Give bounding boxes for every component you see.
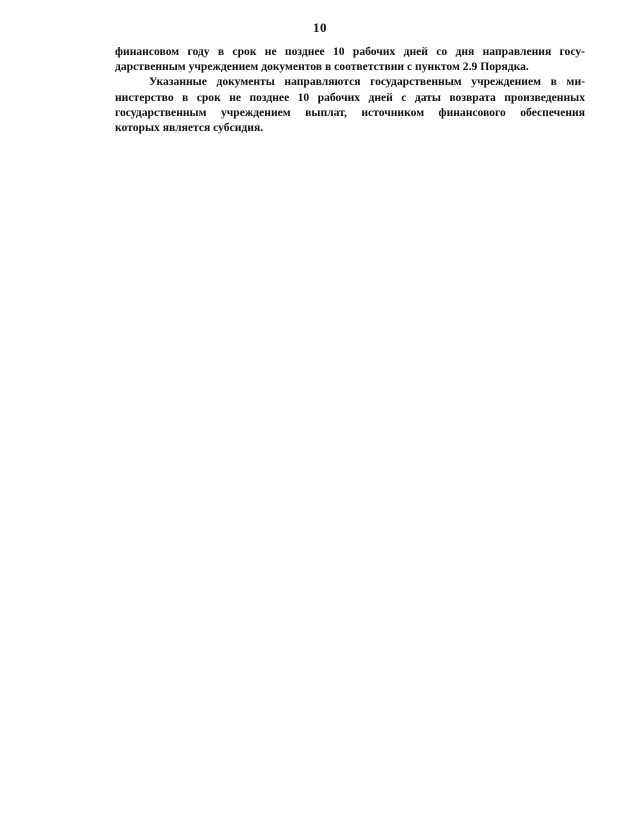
text-line: государственным учреждением выплат, источником финансового обеспечения <box>115 105 585 119</box>
document-body <box>115 44 585 135</box>
text-line: нистерство в срок не позднее 10 рабочих дней с даты возврата произведенных <box>115 90 585 104</box>
paragraph-1 <box>115 44 585 74</box>
text-line: финансовом году в срок не позднее 10 рабочих дней со дня направления госу- <box>115 45 585 58</box>
text-line: которых является субсидия. <box>115 121 264 135</box>
text-line: дарственным учреждением документов в соответствии с пунктом 2.9 Порядка. <box>115 60 529 74</box>
page-number: 10 <box>313 20 327 35</box>
text-line: Указанные документы направляются государственным учреждением в ми- <box>149 75 585 89</box>
paragraph-2 <box>115 74 585 135</box>
